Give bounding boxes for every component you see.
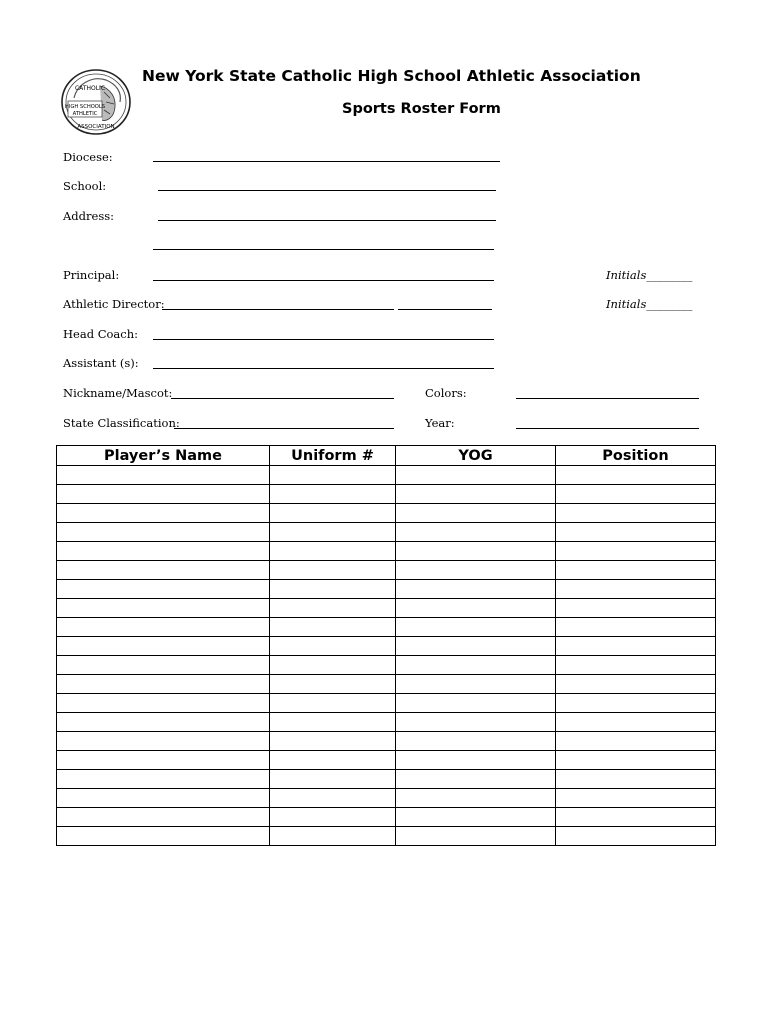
column-header-yog: YOG <box>396 446 556 466</box>
state-classification-label: State Classification: <box>63 416 180 430</box>
position-cell[interactable] <box>556 656 716 675</box>
table-row <box>57 675 716 694</box>
position-cell[interactable] <box>556 827 716 846</box>
uniform-number-cell[interactable] <box>270 466 396 485</box>
table-row <box>57 485 716 504</box>
table-row <box>57 466 716 485</box>
player-name-cell[interactable] <box>57 504 270 523</box>
player-name-cell[interactable] <box>57 485 270 504</box>
position-cell[interactable] <box>556 542 716 561</box>
svg-text:ASSOCIATION: ASSOCIATION <box>77 124 115 130</box>
uniform-number-cell[interactable] <box>270 561 396 580</box>
athletic-director-field-2[interactable] <box>398 309 492 310</box>
yog-cell[interactable] <box>396 656 556 675</box>
position-cell[interactable] <box>556 599 716 618</box>
uniform-number-cell[interactable] <box>270 675 396 694</box>
nickname-mascot-field[interactable] <box>171 398 394 399</box>
yog-cell[interactable] <box>396 542 556 561</box>
player-name-cell[interactable] <box>57 637 270 656</box>
uniform-number-cell[interactable] <box>270 656 396 675</box>
table-row <box>57 808 716 827</box>
svg-text:CATHOLIC: CATHOLIC <box>74 85 106 92</box>
roster-table <box>56 445 716 846</box>
principal-label: Principal: <box>63 268 120 282</box>
address-field-line2[interactable] <box>153 249 494 250</box>
yog-cell[interactable] <box>396 732 556 751</box>
athletic-director-initials[interactable]: Initials________ <box>606 297 693 311</box>
uniform-number-cell[interactable] <box>270 542 396 561</box>
athletic-director-field[interactable] <box>162 309 394 310</box>
player-name-cell[interactable] <box>57 694 270 713</box>
player-name-cell[interactable] <box>57 656 270 675</box>
yog-cell[interactable] <box>396 561 556 580</box>
uniform-number-cell[interactable] <box>270 580 396 599</box>
yog-cell[interactable] <box>396 504 556 523</box>
yog-cell[interactable] <box>396 751 556 770</box>
form-title: New York State Catholic High School Athletic Association <box>142 67 641 85</box>
table-row <box>57 618 716 637</box>
uniform-number-cell[interactable] <box>270 770 396 789</box>
address-label: Address: <box>63 209 115 223</box>
table-row <box>57 523 716 542</box>
position-cell[interactable] <box>556 580 716 599</box>
player-name-cell[interactable] <box>57 713 270 732</box>
uniform-number-cell[interactable] <box>270 637 396 656</box>
yog-cell[interactable] <box>396 789 556 808</box>
player-name-cell[interactable] <box>57 542 270 561</box>
player-name-cell[interactable] <box>57 789 270 808</box>
yog-cell[interactable] <box>396 466 556 485</box>
yog-cell[interactable] <box>396 713 556 732</box>
position-cell[interactable] <box>556 637 716 656</box>
diocese-field[interactable] <box>153 161 500 162</box>
uniform-number-cell[interactable] <box>270 827 396 846</box>
table-row <box>57 561 716 580</box>
player-name-cell[interactable] <box>57 466 270 485</box>
state-classification-field[interactable] <box>174 428 394 429</box>
position-cell[interactable] <box>556 466 716 485</box>
player-name-cell[interactable] <box>57 523 270 542</box>
head-coach-label: Head Coach: <box>63 327 139 341</box>
position-cell[interactable] <box>556 808 716 827</box>
principal-field[interactable] <box>153 280 494 281</box>
table-row <box>57 827 716 846</box>
assistants-label: Assistant (s): <box>63 356 139 370</box>
player-name-cell[interactable] <box>57 808 270 827</box>
table-row <box>57 542 716 561</box>
table-row <box>57 599 716 618</box>
position-cell[interactable] <box>556 618 716 637</box>
position-cell[interactable] <box>556 789 716 808</box>
table-row <box>57 656 716 675</box>
player-name-cell[interactable] <box>57 732 270 751</box>
position-cell[interactable] <box>556 694 716 713</box>
table-row <box>57 580 716 599</box>
player-name-cell[interactable] <box>57 618 270 637</box>
school-label: School: <box>63 179 107 193</box>
column-header-position: Position <box>556 446 716 466</box>
uniform-number-cell[interactable] <box>270 618 396 637</box>
diocese-label: Diocese: <box>63 150 113 164</box>
column-header-players-name: Player’s Name <box>57 446 270 466</box>
association-seal-logo <box>60 68 132 136</box>
uniform-number-cell[interactable] <box>270 789 396 808</box>
table-row <box>57 751 716 770</box>
address-field-line1[interactable] <box>158 220 496 221</box>
column-header-uniform-number: Uniform # <box>270 446 396 466</box>
table-row <box>57 732 716 751</box>
position-cell[interactable] <box>556 770 716 789</box>
uniform-number-cell[interactable] <box>270 732 396 751</box>
uniform-number-cell[interactable] <box>270 599 396 618</box>
position-cell[interactable] <box>556 732 716 751</box>
table-row <box>57 770 716 789</box>
position-cell[interactable] <box>556 523 716 542</box>
yog-cell[interactable] <box>396 637 556 656</box>
table-row <box>57 637 716 656</box>
position-cell[interactable] <box>556 675 716 694</box>
principal-initials[interactable]: Initials________ <box>606 268 693 282</box>
uniform-number-cell[interactable] <box>270 523 396 542</box>
nickname-mascot-label: Nickname/Mascot: <box>63 386 173 400</box>
head-coach-field[interactable] <box>153 339 494 340</box>
colors-label: Colors: <box>425 386 467 400</box>
assistants-field[interactable] <box>153 368 494 369</box>
yog-cell[interactable] <box>396 485 556 504</box>
yog-cell[interactable] <box>396 827 556 846</box>
position-cell[interactable] <box>556 485 716 504</box>
player-name-cell[interactable] <box>57 770 270 789</box>
yog-cell[interactable] <box>396 694 556 713</box>
position-cell[interactable] <box>556 504 716 523</box>
table-row <box>57 713 716 732</box>
table-row <box>57 504 716 523</box>
player-name-cell[interactable] <box>57 580 270 599</box>
player-name-cell[interactable] <box>57 675 270 694</box>
roster-header-row <box>57 446 716 466</box>
player-name-cell[interactable] <box>57 599 270 618</box>
yog-cell[interactable] <box>396 675 556 694</box>
yog-cell[interactable] <box>396 599 556 618</box>
uniform-number-cell[interactable] <box>270 485 396 504</box>
colors-field[interactable] <box>516 398 699 399</box>
yog-cell[interactable] <box>396 580 556 599</box>
position-cell[interactable] <box>556 751 716 770</box>
yog-cell[interactable] <box>396 770 556 789</box>
yog-cell[interactable] <box>396 808 556 827</box>
uniform-number-cell[interactable] <box>270 713 396 732</box>
player-name-cell[interactable] <box>57 751 270 770</box>
athletic-director-label: Athletic Director: <box>63 297 165 311</box>
player-name-cell[interactable] <box>57 561 270 580</box>
school-field[interactable] <box>158 190 496 191</box>
form-subtitle: Sports Roster Form <box>342 101 501 117</box>
position-cell[interactable] <box>556 561 716 580</box>
player-name-cell[interactable] <box>57 827 270 846</box>
svg-text:HIGH SCHOOLS: HIGH SCHOOLS <box>64 104 106 110</box>
uniform-number-cell[interactable] <box>270 808 396 827</box>
year-label: Year: <box>425 416 455 430</box>
position-cell[interactable] <box>556 713 716 732</box>
year-field[interactable] <box>516 428 699 429</box>
table-row <box>57 694 716 713</box>
table-row <box>57 789 716 808</box>
uniform-number-cell[interactable] <box>270 751 396 770</box>
yog-cell[interactable] <box>396 618 556 637</box>
yog-cell[interactable] <box>396 523 556 542</box>
uniform-number-cell[interactable] <box>270 694 396 713</box>
svg-text:ATHLETIC: ATHLETIC <box>72 111 98 117</box>
uniform-number-cell[interactable] <box>270 504 396 523</box>
